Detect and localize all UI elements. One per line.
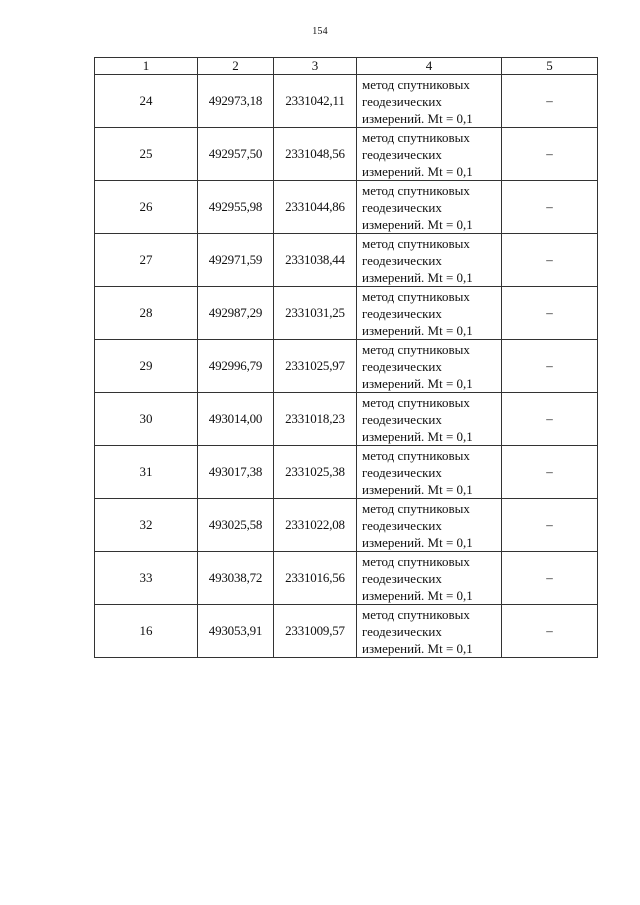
table-row — [95, 75, 598, 128]
method-line: измерений. Mt = 0,1 — [362, 375, 473, 391]
note-cell: – — [502, 340, 598, 393]
y-coordinate-cell: 2331018,23 — [274, 393, 357, 446]
table-row — [95, 128, 598, 181]
table-row — [95, 340, 598, 393]
method-line: метод спутниковых — [362, 447, 470, 463]
method-line: измерений. Mt = 0,1 — [362, 587, 473, 603]
method-line: метод спутниковых — [362, 76, 470, 92]
y-coordinate-cell: 2331009,57 — [274, 605, 357, 658]
note-cell: – — [502, 75, 598, 128]
method-cell — [357, 181, 502, 234]
y-coordinate-cell: 2331022,08 — [274, 499, 357, 552]
note-cell: – — [502, 287, 598, 340]
header-col-5: 5 — [502, 58, 598, 75]
y-coordinate-cell: 2331042,11 — [274, 75, 357, 128]
x-coordinate-cell: 493038,72 — [198, 552, 274, 605]
method-line: геодезических — [362, 252, 442, 268]
table-body — [95, 75, 598, 658]
method-line: метод спутниковых — [362, 553, 470, 569]
y-coordinate-cell: 2331016,56 — [274, 552, 357, 605]
point-number-cell: 26 — [95, 181, 198, 234]
method-line: метод спутниковых — [362, 129, 470, 145]
method-line: метод спутниковых — [362, 235, 470, 251]
y-coordinate-cell: 2331048,56 — [274, 128, 357, 181]
page-number: 154 — [312, 26, 328, 37]
x-coordinate-cell: 492955,98 — [198, 181, 274, 234]
method-line: метод спутниковых — [362, 341, 470, 357]
table-row — [95, 552, 598, 605]
method-line: измерений. Mt = 0,1 — [362, 163, 473, 179]
method-line: геодезических — [362, 93, 442, 109]
method-line: геодезических — [362, 305, 442, 321]
x-coordinate-cell: 493025,58 — [198, 499, 274, 552]
method-line: геодезических — [362, 199, 442, 215]
table-row — [95, 499, 598, 552]
method-line: метод спутниковых — [362, 182, 470, 198]
table-row — [95, 287, 598, 340]
x-coordinate-cell: 492996,79 — [198, 340, 274, 393]
point-number-cell: 30 — [95, 393, 198, 446]
method-line: геодезических — [362, 464, 442, 480]
note-cell: – — [502, 234, 598, 287]
method-line: измерений. Mt = 0,1 — [362, 216, 473, 232]
table-row — [95, 181, 598, 234]
y-coordinate-cell: 2331025,38 — [274, 446, 357, 499]
x-coordinate-cell: 492973,18 — [198, 75, 274, 128]
table-row — [95, 605, 598, 658]
header-col-2: 2 — [198, 58, 274, 75]
method-line: геодезических — [362, 146, 442, 162]
method-line: измерений. Mt = 0,1 — [362, 269, 473, 285]
method-line: метод спутниковых — [362, 500, 470, 516]
method-cell — [357, 605, 502, 658]
point-number-cell: 28 — [95, 287, 198, 340]
method-cell — [357, 75, 502, 128]
x-coordinate-cell: 493017,38 — [198, 446, 274, 499]
x-coordinate-cell: 492957,50 — [198, 128, 274, 181]
x-coordinate-cell: 492987,29 — [198, 287, 274, 340]
note-cell: – — [502, 181, 598, 234]
note-cell: – — [502, 499, 598, 552]
point-number-cell: 16 — [95, 605, 198, 658]
note-cell: – — [502, 393, 598, 446]
method-line: геодезических — [362, 517, 442, 533]
method-cell — [357, 287, 502, 340]
x-coordinate-cell: 493014,00 — [198, 393, 274, 446]
point-number-cell: 24 — [95, 75, 198, 128]
point-number-cell: 33 — [95, 552, 198, 605]
method-line: измерений. Mt = 0,1 — [362, 534, 473, 550]
method-line: измерений. Mt = 0,1 — [362, 110, 473, 126]
method-line: измерений. Mt = 0,1 — [362, 640, 473, 656]
table-row — [95, 393, 598, 446]
header-col-1: 1 — [95, 58, 198, 75]
x-coordinate-cell: 493053,91 — [198, 605, 274, 658]
method-cell — [357, 393, 502, 446]
point-number-cell: 32 — [95, 499, 198, 552]
note-cell: – — [502, 128, 598, 181]
y-coordinate-cell: 2331044,86 — [274, 181, 357, 234]
point-number-cell: 29 — [95, 340, 198, 393]
table-header-row — [95, 58, 598, 75]
method-cell — [357, 340, 502, 393]
method-line: метод спутниковых — [362, 606, 470, 622]
method-line: геодезических — [362, 411, 442, 427]
y-coordinate-cell: 2331038,44 — [274, 234, 357, 287]
point-number-cell: 27 — [95, 234, 198, 287]
point-number-cell: 31 — [95, 446, 198, 499]
method-cell — [357, 446, 502, 499]
point-number-cell: 25 — [95, 128, 198, 181]
method-cell — [357, 499, 502, 552]
note-cell: – — [502, 446, 598, 499]
method-cell — [357, 552, 502, 605]
method-line: измерений. Mt = 0,1 — [362, 428, 473, 444]
method-cell — [357, 234, 502, 287]
method-line: геодезических — [362, 623, 442, 639]
y-coordinate-cell: 2331031,25 — [274, 287, 357, 340]
y-coordinate-cell: 2331025,97 — [274, 340, 357, 393]
note-cell: – — [502, 605, 598, 658]
header-col-3: 3 — [274, 58, 357, 75]
table-row — [95, 234, 598, 287]
note-cell: – — [502, 552, 598, 605]
method-line: геодезических — [362, 358, 442, 374]
method-line: геодезических — [362, 570, 442, 586]
method-line: метод спутниковых — [362, 394, 470, 410]
method-line: измерений. Mt = 0,1 — [362, 481, 473, 497]
method-line: измерений. Mt = 0,1 — [362, 322, 473, 338]
x-coordinate-cell: 492971,59 — [198, 234, 274, 287]
method-line: метод спутниковых — [362, 288, 470, 304]
coordinates-table — [94, 57, 598, 658]
method-cell — [357, 128, 502, 181]
table-row — [95, 446, 598, 499]
header-col-4: 4 — [357, 58, 502, 75]
